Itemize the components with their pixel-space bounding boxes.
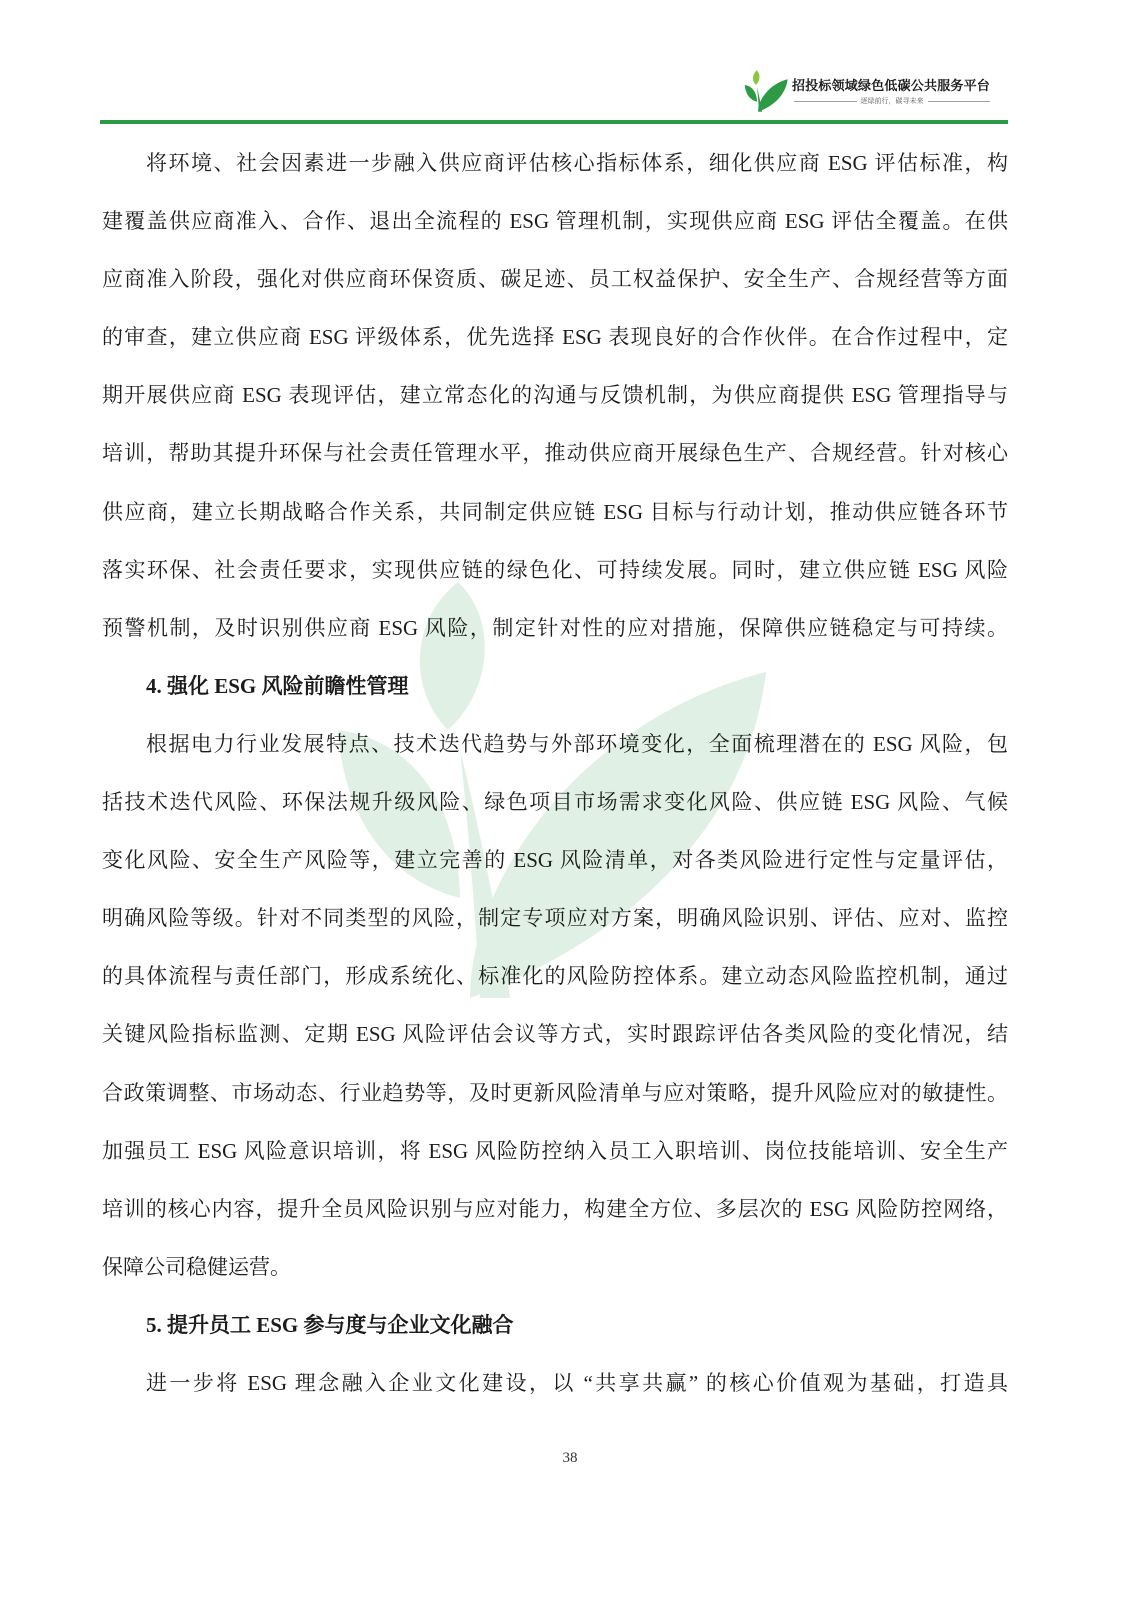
text-line: 保障公司稳健运营。 bbox=[102, 1254, 291, 1279]
paragraph-risk-management bbox=[102, 715, 1008, 1296]
text-line: 根据电力行业发展特点、技术迭代趋势与外部环境变化，全面梳理潜在的 ESG 风险，包 bbox=[146, 731, 1008, 756]
text-line: 培训的核心内容，提升全员风险识别与应对能力，构建全方位、多层次的 ESG 风险防控网络， bbox=[102, 1196, 1008, 1221]
platform-tagline: 逐绿前行，碳寻未来 bbox=[860, 97, 924, 105]
text-line: 的具体流程与责任部门，形成系统化、标准化的风险防控体系。建立动态风险监控机制，通过 bbox=[102, 964, 1008, 989]
text-line: 的审查，建立供应商 ESG 评级体系，优先选择 ESG 表现良好的合作伙伴。在合作过程中，定 bbox=[102, 325, 1008, 350]
text-line: 期开展供应商 ESG 表现评估，建立常态化的沟通与反馈机制，为供应商提供 ESG 管理指导与 bbox=[102, 383, 1008, 408]
text-line: 应商准入阶段，强化对供应商环保资质、碳足迹、员工权益保护、安全生产、合规经营等方面 bbox=[102, 267, 1008, 292]
text-line: 落实环保、社会责任要求，实现供应链的绿色化、可持续发展。同时，建立供应链 ESG 风险 bbox=[102, 557, 1008, 582]
text-line: 进一步将 ESG 理念融入企业文化建设，以 “共享共赢” 的核心价值观为基础，打造具 bbox=[146, 1370, 1008, 1395]
text-line: 关键风险指标监测、定期 ESG 风险评估会议等方式，实时跟踪评估各类风险的变化情况，结 bbox=[102, 1022, 1008, 1047]
platform-name: 招投标领域绿色低碳公共服务平台 bbox=[792, 79, 991, 94]
text-line: 合政策调整、市场动态、行业趋势等，及时更新风险清单与应对策略，提升风险应对的敏捷性。 bbox=[102, 1080, 1008, 1105]
text-line: 培训，帮助其提升环保与社会责任管理水平，推动供应商开展绿色生产、合规经营。针对核心 bbox=[102, 441, 1008, 466]
text-line: 括技术迭代风险、环保法规升级风险、绿色项目市场需求变化风险、供应链 ESG 风险、气候 bbox=[102, 790, 1008, 815]
text-line: 变化风险、安全生产风险等，建立完善的 ESG 风险清单，对各类风险进行定性与定量评估， bbox=[102, 848, 1008, 873]
text-line: 明确风险等级。针对不同类型的风险，制定专项应对方案，明确风险识别、评估、应对、监控 bbox=[102, 906, 1008, 931]
paragraph-corporate-culture bbox=[102, 1354, 1008, 1412]
green-leaf-logo-icon bbox=[744, 66, 788, 116]
section-heading-4: 4. 强化 ESG 风险前瞻性管理 bbox=[146, 673, 409, 698]
body-text bbox=[102, 134, 1008, 1412]
tagline-row bbox=[794, 96, 990, 106]
text-line: 预警机制，及时识别供应商 ESG 风险，制定针对性的应对措施，保障供应链稳定与可持续。 bbox=[102, 615, 1008, 640]
text-line: 供应商，建立长期战略合作关系，共同制定供应链 ESG 目标与行动计划，推动供应链各环节 bbox=[102, 499, 1008, 524]
text-line: 加强员工 ESG 风险意识培训，将 ESG 风险防控纳入员工入职培训、岗位技能培训、安全生产 bbox=[102, 1138, 1008, 1163]
text-line: 将环境、社会因素进一步融入供应商评估核心指标体系，细化供应商 ESG 评估标准，构 bbox=[146, 151, 1008, 175]
page-number: 38 bbox=[562, 1450, 578, 1466]
tagline-rule-left bbox=[794, 101, 857, 102]
text-line: 建覆盖供应商准入、合作、退出全流程的 ESG 管理机制，实现供应商 ESG 评估全覆盖。在供 bbox=[102, 209, 1008, 234]
tagline-rule-right bbox=[928, 101, 991, 102]
section-heading-5: 5. 提升员工 ESG 参与度与企业文化融合 bbox=[146, 1312, 514, 1337]
paragraph-supplier-esg bbox=[102, 134, 1008, 657]
header-divider bbox=[100, 120, 1008, 124]
